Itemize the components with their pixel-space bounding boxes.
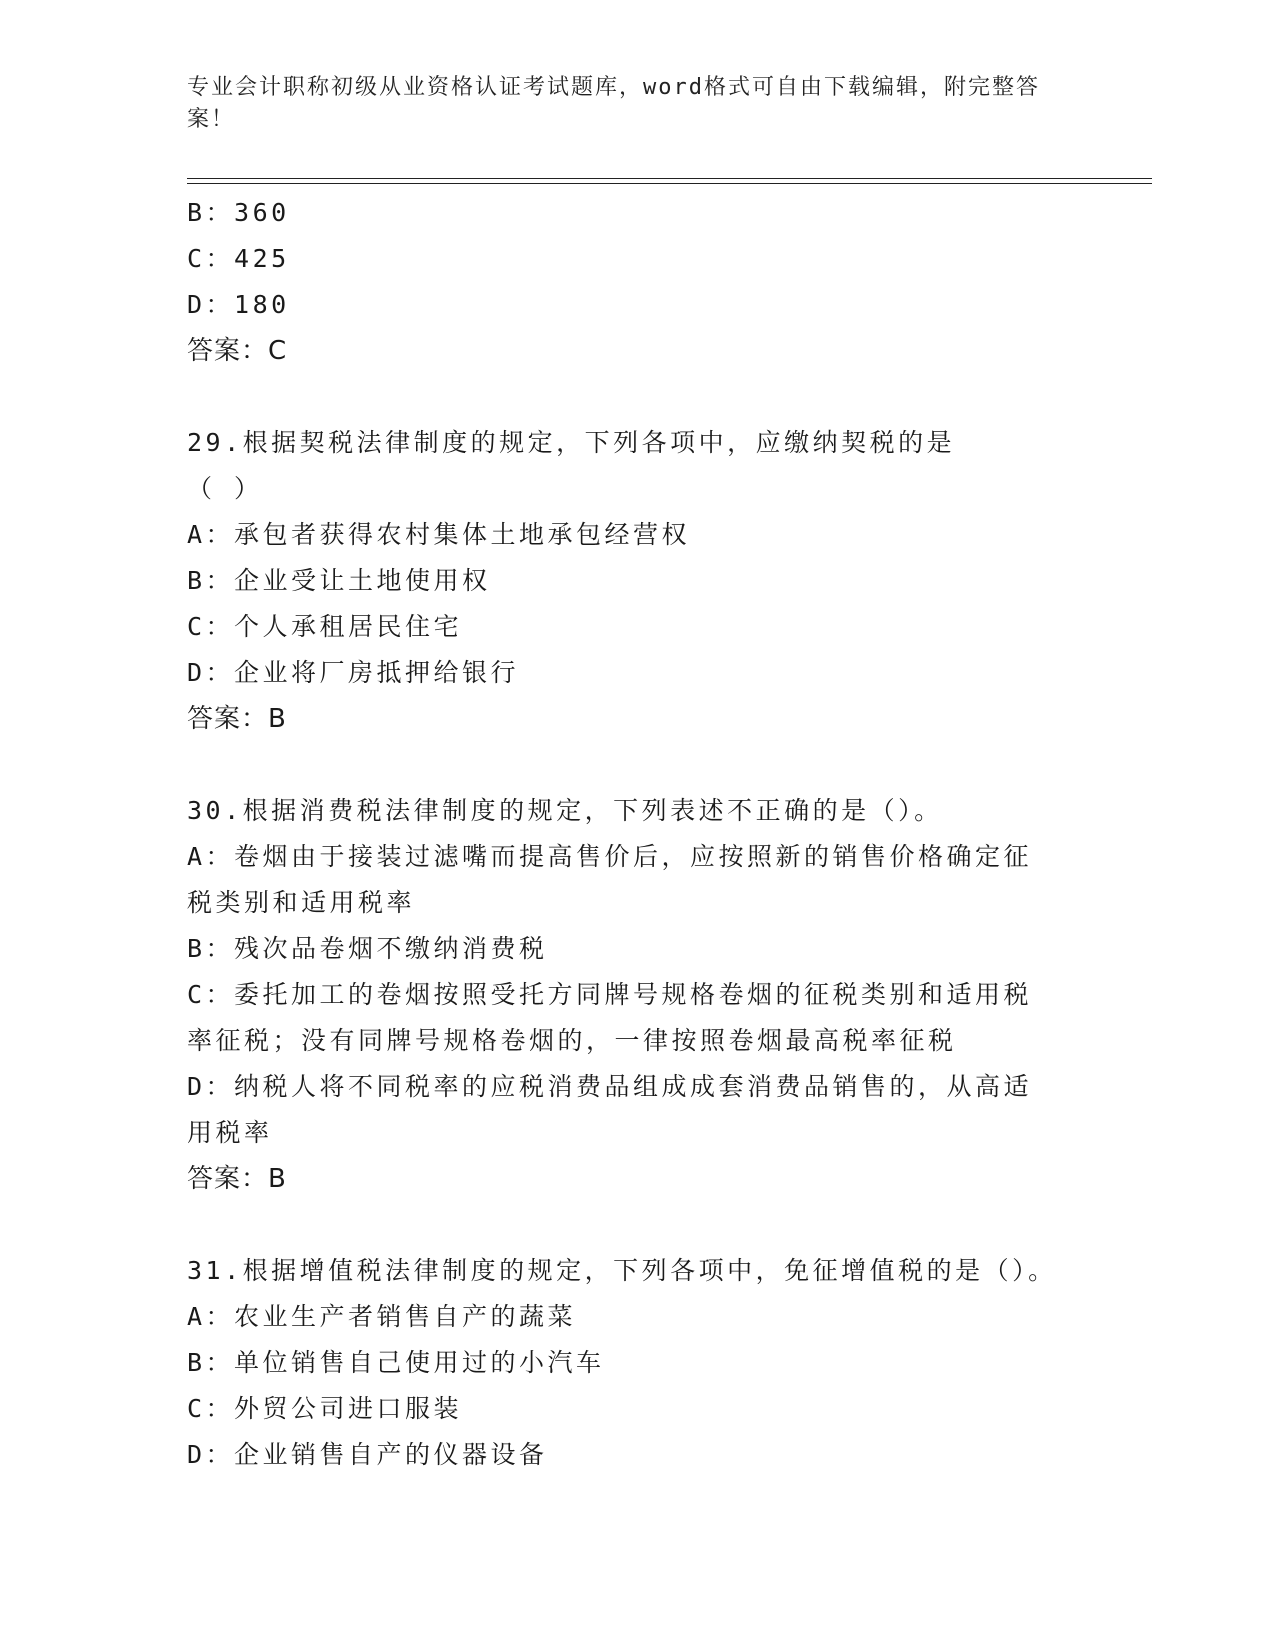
option-c: C：外贸公司进口服装 — [187, 1394, 463, 1423]
option-d: D：企业将厂房抵押给银行 — [187, 658, 520, 687]
option-c: C：委托加工的卷烟按照受托方同牌号规格卷烟的征税类别和适用税率征税；没有同牌号规格卷烟的，一律按照卷烟最高税率征税 — [187, 980, 1033, 1055]
answer: 答案：B — [187, 704, 287, 734]
question-28-continuation — [187, 190, 1087, 374]
option-b: B：360 — [187, 198, 290, 227]
option-a: A：农业生产者销售自产的蔬菜 — [187, 1302, 577, 1331]
document-body — [187, 190, 1087, 1478]
question-31 — [187, 1248, 1087, 1478]
answer: 答案：B — [187, 1164, 287, 1194]
option-c: C：个人承租居民住宅 — [187, 612, 463, 641]
option-b: B：企业受让土地使用权 — [187, 566, 491, 595]
question-text: 30.根据消费税法律制度的规定，下列表述不正确的是（）。 — [187, 796, 943, 825]
question-29 — [187, 420, 1087, 742]
option-d: D：企业销售自产的仪器设备 — [187, 1440, 548, 1469]
option-d: D：纳税人将不同税率的应税消费品组成成套消费品销售的，从高适用税率 — [187, 1072, 1033, 1147]
option-d: D：180 — [187, 290, 290, 319]
question-30 — [187, 788, 1087, 1202]
option-b: B：残次品卷烟不缴纳消费税 — [187, 934, 548, 963]
answer: 答案：C — [187, 336, 288, 366]
option-c: C：425 — [187, 244, 290, 273]
option-a: A：承包者获得农村集体土地承包经营权 — [187, 520, 691, 549]
question-text: 29.根据契税法律制度的规定，下列各项中，应缴纳契税的是（ ） — [187, 428, 956, 503]
option-a: A：卷烟由于接装过滤嘴而提高售价后，应按照新的销售价格确定征税类别和适用税率 — [187, 842, 1033, 917]
header-divider — [187, 178, 1152, 179]
question-text: 31.根据增值税法律制度的规定，下列各项中，免征增值税的是（）。 — [187, 1256, 1057, 1285]
header-divider-second — [187, 183, 1152, 184]
page-header: 专业会计职称初级从业资格认证考试题库，word格式可自由下载编辑，附完整答案！ — [187, 75, 1040, 132]
option-b: B：单位销售自己使用过的小汽车 — [187, 1348, 605, 1377]
